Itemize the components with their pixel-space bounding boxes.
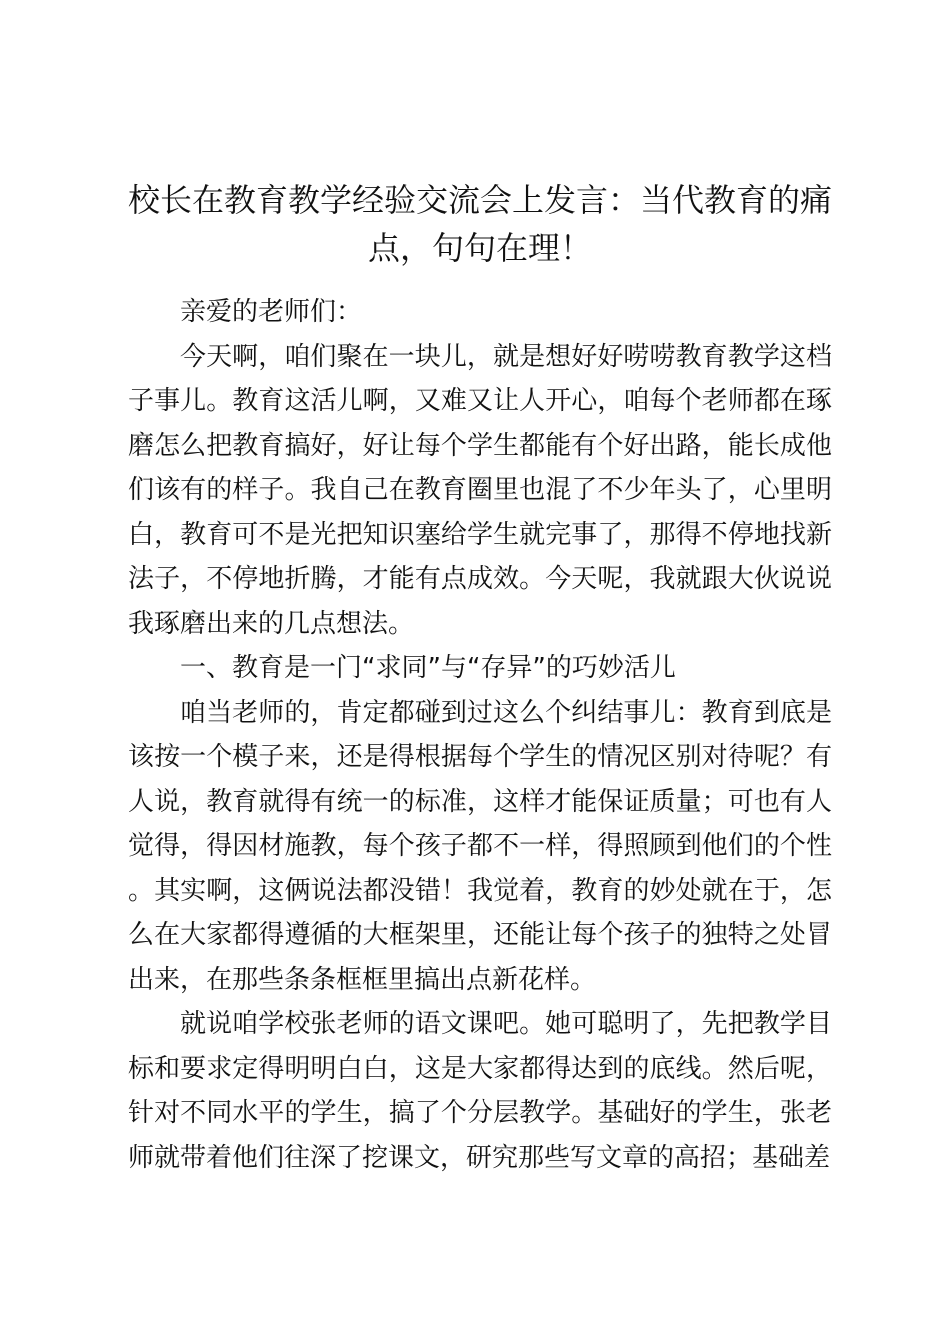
body-paragraph: 咱当老师的，肯定都碰到过这么个纠结事儿：教育到底是该按一个模子来，还是得根据每个学生的情况区别对待呢？有人说，教育就得有统一的标准，这样才能保证质量；可也有人觉得，得因材施教，每个孩子都不一样，得照顾到他们的个性。其实啊，这俩说法都没错！我觉着，教育的妙处就在于，怎么在大家都得遵循的大框架里，还能让每个孩子的独特之处冒出来，在那些条条框框里搞出点新花样。	[128, 697, 832, 995]
intro-paragraph: 今天啊，咱们聚在一块儿，就是想好好唠唠教育教学这档子事儿。教育这活儿啊，又难又让人开心，咱每个老师都在琢磨怎么把教育搞好，好让每个学生都能有个好出路，能长成他们该有的样子。我自己在教育圈里也混了不少年头了，心里明白，教育可不是光把知识塞给学生就完事了，那得不停地找新法子，不停地折腾，才能有点成效。今天呢，我就跟大伙说说我琢磨出来的几点想法。	[128, 341, 832, 639]
section-heading: 一、教育是一门“求同”与“存异”的巧妙活儿	[180, 653, 676, 683]
document-page	[128, 176, 832, 1180]
body-paragraph: 就说咱学校张老师的语文课吧。她可聪明了，先把教学目标和要求定得明明白白，这是大家都得达到的底线。然后呢，针对不同水平的学生，搞了个分层教学。基础好的学生，张老师就带着他们往深了挖课文，研究那些写文章的高招；基础差	[128, 1009, 832, 1173]
document-title: 校长在教育教学经验交流会上发言：当代教育的痛点，句句在理！	[128, 181, 833, 267]
salutation-paragraph: 亲爱的老师们：	[180, 297, 363, 327]
